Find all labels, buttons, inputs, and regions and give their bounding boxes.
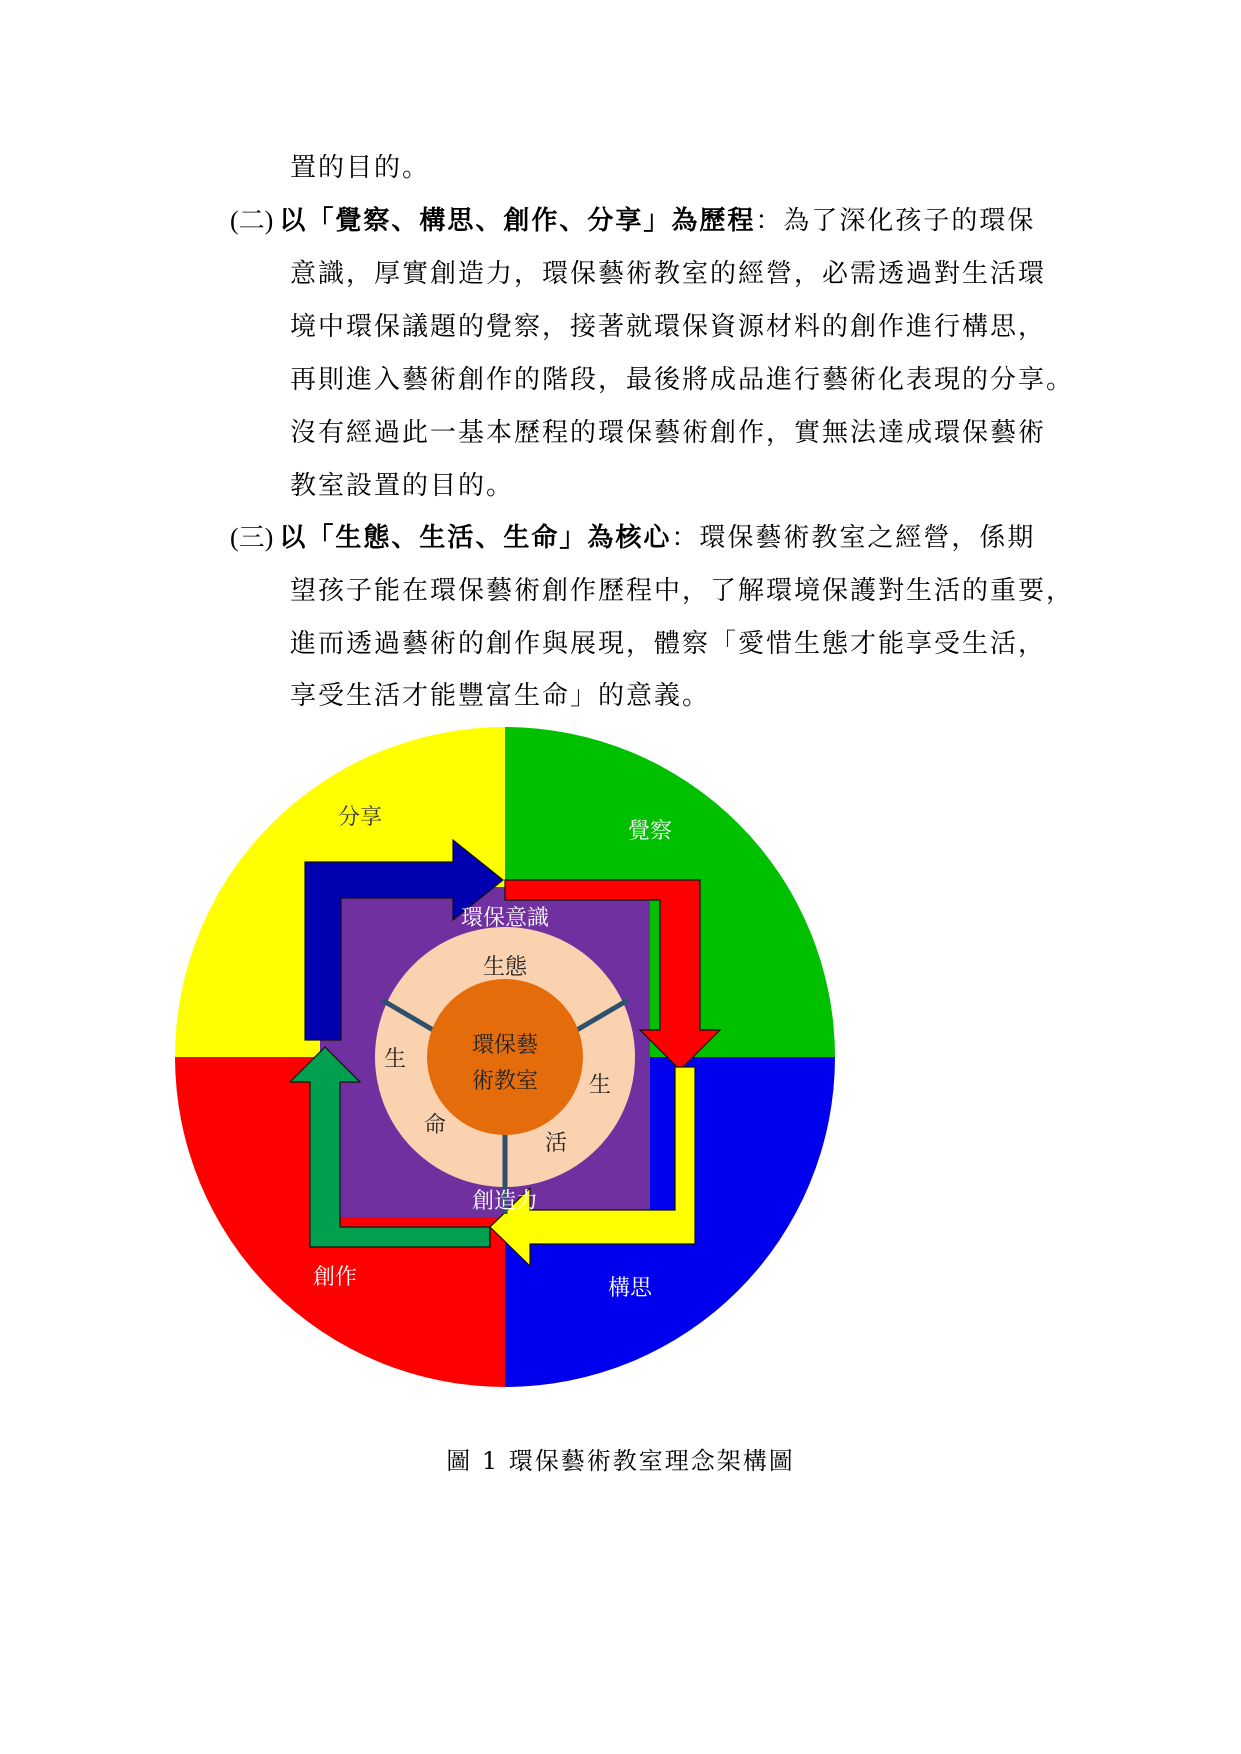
label-conception: 構思 bbox=[607, 1276, 653, 1301]
ring-label-ecology: 生態 bbox=[482, 955, 528, 980]
label-creativity: 創造力 bbox=[471, 1189, 539, 1214]
framework-diagram bbox=[170, 722, 840, 1392]
label-awareness: 覺察 bbox=[627, 819, 673, 844]
label-share: 分享 bbox=[337, 805, 383, 830]
center-label-line2: 術教室 bbox=[471, 1069, 539, 1094]
item3-line: 望孩子能在環保藝術創作歷程中，了解環境保護對生活的重要， bbox=[290, 576, 1075, 606]
item2-line: ：為了深化孩子的環保 bbox=[755, 206, 1036, 236]
item3-line: ：環保藝術教室之經營，係期 bbox=[671, 523, 1036, 553]
item2-line: 境中環保議題的覺察，接著就環保資源材料的創作進行構思， bbox=[290, 312, 1047, 342]
item2-line: 沒有經過此一基本歷程的環保藝術創作，實無法達成環保藝術 bbox=[290, 418, 1047, 448]
ring-label-right: 生 bbox=[588, 1073, 612, 1098]
item2-line: 意識，厚實創造力，環保藝術教室的經營，必需透過對生活環 bbox=[290, 259, 1047, 289]
item2-number: (二) bbox=[230, 206, 274, 235]
ring-label-bottom-left: 命 bbox=[423, 1113, 447, 1138]
item3-number: (三) bbox=[230, 523, 274, 552]
intro-line: 置的目的。 bbox=[290, 153, 431, 183]
label-creation: 創作 bbox=[312, 1265, 358, 1290]
item2-line: 再則進入藝術創作的階段，最後將成品進行藝術化表現的分享。 bbox=[290, 365, 1075, 395]
label-env-awareness: 環保意識 bbox=[460, 906, 550, 931]
ring-label-bottom-right: 活 bbox=[544, 1131, 568, 1156]
item2-line: 教室設置的目的。 bbox=[290, 471, 515, 501]
item3-first-line bbox=[230, 520, 1035, 556]
item3-line: 進而透過藝術的創作與展現，體察「愛惜生態才能享受生活， bbox=[290, 629, 1047, 659]
figure-caption: 圖 1 環保藝術教室理念架構圖 bbox=[446, 1447, 795, 1475]
item2-first-line bbox=[230, 203, 1035, 239]
ring-label-left: 生 bbox=[383, 1047, 407, 1072]
item3-line: 享受生活才能豐富生命」的意義。 bbox=[290, 681, 711, 711]
item2-heading: 以「覺察、構思、創作、分享」為歷程 bbox=[279, 206, 756, 236]
center-label-line1: 環保藝 bbox=[471, 1033, 539, 1058]
item3-heading: 以「生態、生活、生命」為核心 bbox=[279, 523, 672, 553]
